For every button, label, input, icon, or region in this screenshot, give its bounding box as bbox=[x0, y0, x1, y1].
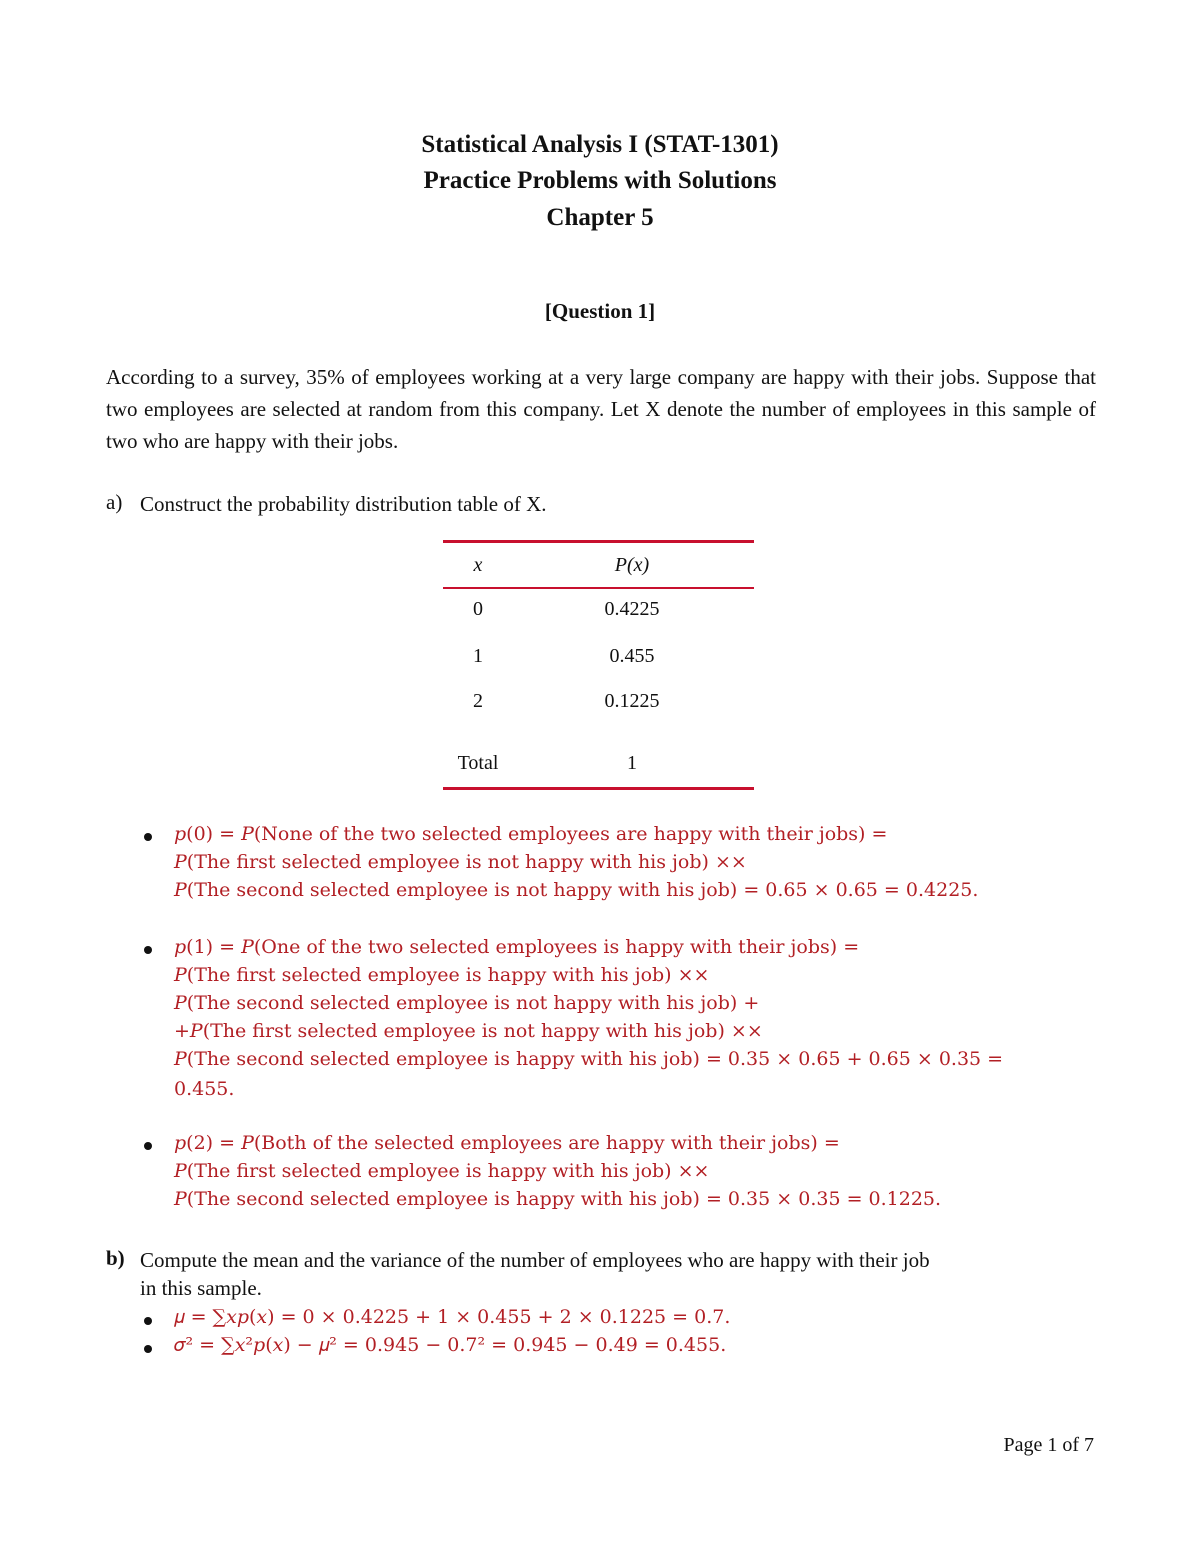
p1-line: 0.455. bbox=[174, 1078, 235, 1100]
p2-line: 𝑝(2) = 𝑃(Both of the selected employees are happy with their jobs) = bbox=[174, 1132, 840, 1154]
table-header-px: P(x) bbox=[614, 554, 650, 576]
bullet-icon bbox=[144, 1317, 152, 1325]
intro-paragraph: According to a survey, 35% of employees working at a very large company are happy with their jobs. Suppose that two employees are selected at random from this company. Let X denote the number of employees in this sample of two who are happy with their jobs. bbox=[106, 365, 1096, 453]
p0-line: 𝑝(0) = 𝑃(None of the two selected employees are happy with their jobs) = bbox=[174, 823, 888, 845]
table-cell-x: 2 bbox=[473, 690, 483, 712]
table-cell-p: 0.455 bbox=[609, 645, 655, 667]
chapter-title: Chapter 5 bbox=[546, 204, 654, 231]
part-b-text-line1: Compute the mean and the variance of the number of employees who are happy with their job bbox=[140, 1248, 930, 1272]
p0-line: 𝑃(The first selected employee is not happy with his job) ×× bbox=[174, 851, 747, 873]
p2-line: 𝑃(The first selected employee is happy with his job) ×× bbox=[174, 1160, 710, 1182]
table-header-x: x bbox=[473, 554, 483, 576]
document-subtitle: Practice Problems with Solutions bbox=[423, 167, 777, 194]
variance-formula: 𝜎² = ∑𝑥²𝑝(𝑥) − 𝜇² = 0.945 − 0.7² = 0.945 − 0.49 = 0.455. bbox=[174, 1334, 727, 1356]
question-heading: [Question 1] bbox=[544, 299, 656, 323]
table-cell-x: 1 bbox=[473, 645, 483, 667]
p1-line: +𝑃(The first selected employee is not happy with his job) ×× bbox=[174, 1020, 763, 1042]
p1-line: 𝑝(1) = 𝑃(One of the two selected employees is happy with their jobs) = bbox=[174, 936, 860, 958]
p1-line: 𝑃(The first selected employee is happy with his job) ×× bbox=[174, 964, 710, 986]
table-total-value: 1 bbox=[627, 752, 637, 774]
bullet-icon bbox=[144, 946, 152, 954]
table-total-label: Total bbox=[457, 752, 499, 774]
mean-formula: 𝜇 = ∑𝑥𝑝(𝑥) = 0 × 0.4225 + 1 × 0.455 + 2 × 0.1225 = 0.7. bbox=[174, 1306, 731, 1328]
part-b-text-line2: in this sample. bbox=[140, 1276, 262, 1300]
table-cell-x: 0 bbox=[473, 598, 483, 620]
p0-line: 𝑃(The second selected employee is not happy with his job) = 0.65 × 0.65 = 0.4225. bbox=[174, 879, 979, 901]
page-number: Page 1 of 7 bbox=[1003, 1434, 1094, 1456]
part-b-label: b) bbox=[106, 1246, 125, 1270]
table-cell-p: 0.1225 bbox=[604, 690, 660, 712]
part-a-label: a) bbox=[106, 490, 123, 514]
table-header-rule bbox=[443, 587, 754, 589]
table-cell-p: 0.4225 bbox=[604, 598, 660, 620]
bullet-icon bbox=[144, 1345, 152, 1353]
p2-line: 𝑃(The second selected employee is happy with his job) = 0.35 × 0.35 = 0.1225. bbox=[174, 1188, 942, 1210]
table-top-rule bbox=[443, 540, 754, 543]
part-a-text: Construct the probability distribution table of X. bbox=[140, 492, 547, 516]
bullet-icon bbox=[144, 1142, 152, 1150]
p1-line: 𝑃(The second selected employee is not happy with his job) + bbox=[174, 992, 760, 1014]
table-bottom-rule bbox=[443, 787, 754, 790]
course-title: Statistical Analysis I (STAT-1301) bbox=[421, 131, 779, 158]
bullet-icon bbox=[144, 833, 152, 841]
p1-line: 𝑃(The second selected employee is happy with his job) = 0.35 × 0.65 + 0.65 × 0.35 = bbox=[174, 1048, 1004, 1070]
